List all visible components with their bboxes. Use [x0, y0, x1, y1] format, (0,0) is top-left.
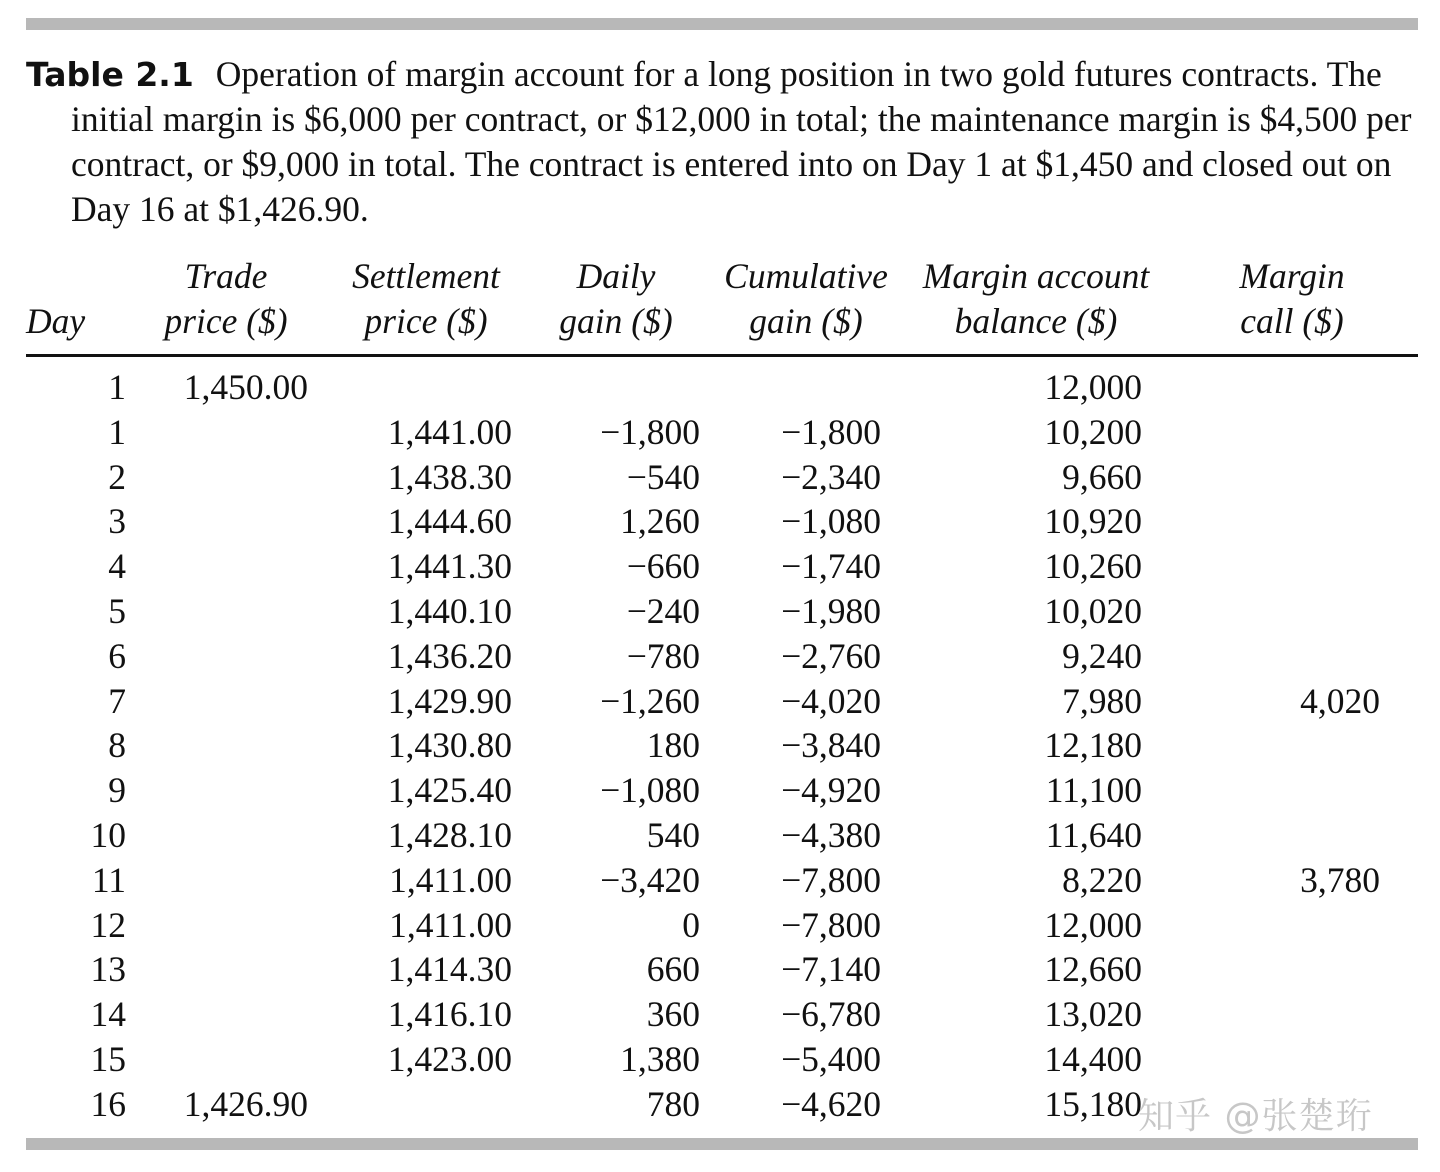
cell-margin-call — [1166, 1037, 1418, 1082]
cell-margin-call — [1166, 455, 1418, 500]
cell-daily-gain: 1,380 — [620, 1038, 700, 1079]
cell-margin-balance: 11,640 — [1045, 814, 1142, 855]
cell-margin-call — [1166, 723, 1418, 768]
cell-cumulative-gain: −4,620 — [781, 1083, 881, 1124]
cell-day: 13 — [90, 949, 126, 990]
cell-margin-call — [1166, 589, 1418, 634]
cell-settlement-price: 1,436.20 — [387, 635, 512, 676]
table-row — [26, 634, 1418, 679]
table-row — [26, 992, 1418, 1037]
cell-cumulative-gain: −2,760 — [781, 635, 881, 676]
cell-daily-gain: −780 — [626, 635, 700, 676]
cell-trade-price — [126, 499, 326, 544]
cell-day: 9 — [108, 770, 126, 811]
header-margin-balance: Margin account balance ($) — [906, 254, 1166, 356]
cell-cumulative-gain: −5,400 — [781, 1038, 881, 1079]
cell-daily-gain: 660 — [646, 949, 700, 990]
table-row — [26, 858, 1418, 903]
table-row — [26, 589, 1418, 634]
cell-margin-balance: 10,920 — [1044, 501, 1142, 542]
cell-margin-call: 4,020 — [1300, 680, 1380, 721]
cell-margin-call — [1166, 947, 1418, 992]
cell-trade-price: 1,426.90 — [183, 1083, 308, 1124]
cell-daily-gain — [526, 356, 706, 410]
cell-margin-balance: 12,180 — [1044, 725, 1142, 766]
header-day: Day — [26, 254, 126, 356]
cell-margin-balance: 13,020 — [1044, 994, 1142, 1035]
header-settlement-price: Settlement price ($) — [326, 254, 526, 356]
cell-trade-price — [126, 544, 326, 589]
cell-day: 8 — [108, 725, 126, 766]
cell-margin-balance: 12,000 — [1044, 367, 1142, 407]
cell-margin-call — [1166, 634, 1418, 679]
cell-day: 5 — [108, 590, 126, 631]
cell-cumulative-gain: −3,840 — [781, 725, 881, 766]
cell-trade-price — [126, 455, 326, 500]
cell-cumulative-gain: −7,140 — [781, 949, 881, 990]
cell-day: 1 — [108, 411, 126, 452]
cell-settlement-price: 1,441.00 — [387, 411, 512, 452]
cell-margin-balance: 8,220 — [1062, 859, 1142, 900]
cell-settlement-price: 1,441.30 — [387, 546, 512, 587]
table-row — [26, 499, 1418, 544]
cell-day: 12 — [90, 904, 126, 945]
cell-margin-balance: 10,020 — [1044, 590, 1142, 631]
cell-daily-gain: −1,800 — [600, 411, 700, 452]
cell-cumulative-gain: −1,980 — [781, 590, 881, 631]
cell-margin-call — [1166, 992, 1418, 1037]
cell-day: 4 — [108, 546, 126, 587]
table-row — [26, 356, 1418, 410]
cell-daily-gain: −1,080 — [600, 770, 700, 811]
table-caption — [26, 52, 1418, 232]
cell-margin-balance: 12,660 — [1044, 949, 1142, 990]
cell-margin-balance: 12,000 — [1044, 904, 1142, 945]
header-trade-price: Trade price ($) — [126, 254, 326, 356]
table-row — [26, 679, 1418, 724]
cell-margin-call — [1166, 410, 1418, 455]
cell-daily-gain: 360 — [646, 994, 700, 1035]
cell-cumulative-gain: −2,340 — [781, 456, 881, 497]
cell-daily-gain: −660 — [626, 546, 700, 587]
table-row — [26, 768, 1418, 813]
cell-margin-balance: 9,660 — [1062, 456, 1142, 497]
cell-trade-price: 1,450.00 — [183, 367, 308, 407]
cell-settlement-price: 1,430.80 — [387, 725, 512, 766]
cell-margin-balance: 10,200 — [1044, 411, 1142, 452]
table-body — [26, 356, 1418, 1127]
cell-margin-balance: 14,400 — [1044, 1038, 1142, 1079]
cell-margin-call — [1166, 544, 1418, 589]
cell-settlement-price: 1,428.10 — [387, 814, 512, 855]
cell-trade-price — [126, 813, 326, 858]
cell-trade-price — [126, 903, 326, 948]
top-rule — [26, 18, 1418, 30]
cell-trade-price — [126, 589, 326, 634]
cell-day: 6 — [108, 635, 126, 676]
cell-settlement-price: 1,423.00 — [387, 1038, 512, 1079]
cell-day: 10 — [90, 814, 126, 855]
cell-trade-price — [126, 858, 326, 903]
table-row — [26, 455, 1418, 500]
cell-trade-price — [126, 1037, 326, 1082]
table-row — [26, 1037, 1418, 1082]
cell-daily-gain: −540 — [626, 456, 700, 497]
cell-settlement-price: 1,411.00 — [389, 904, 512, 945]
cell-margin-balance: 9,240 — [1062, 635, 1142, 676]
bottom-rule — [26, 1138, 1418, 1150]
cell-settlement-price: 1,411.00 — [389, 859, 512, 900]
cell-daily-gain: 180 — [646, 725, 700, 766]
cell-day: 16 — [90, 1083, 126, 1124]
cell-settlement-price: 1,440.10 — [387, 590, 512, 631]
cell-cumulative-gain: −4,020 — [781, 680, 881, 721]
cell-daily-gain: 0 — [682, 904, 700, 945]
cell-day: 3 — [108, 501, 126, 542]
table-row — [26, 813, 1418, 858]
cell-day: 2 — [108, 456, 126, 497]
header-margin-call: Margin call ($) — [1166, 254, 1418, 356]
cell-trade-price — [126, 410, 326, 455]
cell-trade-price — [126, 768, 326, 813]
table-row — [26, 903, 1418, 948]
cell-trade-price — [126, 634, 326, 679]
cell-settlement-price: 1,414.30 — [387, 949, 512, 990]
cell-day: 7 — [108, 680, 126, 721]
cell-daily-gain: 780 — [646, 1083, 700, 1124]
cell-margin-call — [1166, 499, 1418, 544]
cell-margin-call — [1166, 768, 1418, 813]
cell-margin-balance: 11,100 — [1045, 770, 1142, 811]
table-label: Table 2.1 — [26, 55, 194, 94]
cell-daily-gain: 540 — [646, 814, 700, 855]
cell-cumulative-gain: −6,780 — [781, 994, 881, 1035]
cell-settlement-price — [326, 1082, 526, 1127]
cell-margin-call — [1166, 903, 1418, 948]
table-row — [26, 723, 1418, 768]
cell-margin-balance: 15,180 — [1044, 1083, 1142, 1124]
cell-cumulative-gain: −7,800 — [781, 859, 881, 900]
cell-trade-price — [126, 947, 326, 992]
cell-cumulative-gain — [706, 356, 906, 410]
header-row — [26, 254, 1418, 356]
cell-margin-call — [1166, 813, 1418, 858]
header-daily-gain: Daily gain ($) — [526, 254, 706, 356]
cell-daily-gain: −240 — [626, 590, 700, 631]
cell-trade-price — [126, 992, 326, 1037]
cell-cumulative-gain: −1,800 — [781, 411, 881, 452]
cell-settlement-price: 1,425.40 — [387, 770, 512, 811]
cell-margin-call: 3,780 — [1300, 859, 1380, 900]
table-row — [26, 947, 1418, 992]
header-cumulative-gain: Cumulative gain ($) — [706, 254, 906, 356]
cell-cumulative-gain: −7,800 — [781, 904, 881, 945]
cell-margin-balance: 10,260 — [1044, 546, 1142, 587]
cell-settlement-price: 1,416.10 — [387, 994, 512, 1035]
cell-margin-balance: 7,980 — [1062, 680, 1142, 721]
cell-settlement-price — [326, 356, 526, 410]
cell-settlement-price: 1,438.30 — [387, 456, 512, 497]
watermark: 知乎 @张楚珩 — [1138, 1096, 1373, 1137]
cell-cumulative-gain: −4,920 — [781, 770, 881, 811]
cell-daily-gain: −3,420 — [600, 859, 700, 900]
cell-daily-gain: −1,260 — [600, 680, 700, 721]
cell-day: 14 — [90, 994, 126, 1035]
table-row — [26, 410, 1418, 455]
cell-day: 15 — [90, 1038, 126, 1079]
table-row — [26, 544, 1418, 589]
cell-margin-call — [1166, 356, 1418, 410]
cell-day: 11 — [91, 859, 126, 900]
cell-cumulative-gain: −4,380 — [781, 814, 881, 855]
cell-trade-price — [126, 679, 326, 724]
cell-daily-gain: 1,260 — [620, 501, 700, 542]
cell-settlement-price: 1,429.90 — [387, 680, 512, 721]
cell-settlement-price: 1,444.60 — [387, 501, 512, 542]
cell-cumulative-gain: −1,080 — [781, 501, 881, 542]
margin-account-table — [26, 254, 1418, 1127]
caption-text: Operation of margin account for a long position in two gold futures contracts. The initial margin is $6,000 per contract, or $12,000 in total; the maintenance margin is $4,500 per contract, or $9,000 in total. The contract is entered into on Day 1 at $1,450 and closed out on Day 16 at $1,426.90. — [71, 54, 1412, 229]
cell-cumulative-gain: −1,740 — [781, 546, 881, 587]
cell-trade-price — [126, 723, 326, 768]
cell-day: 1 — [108, 367, 126, 407]
